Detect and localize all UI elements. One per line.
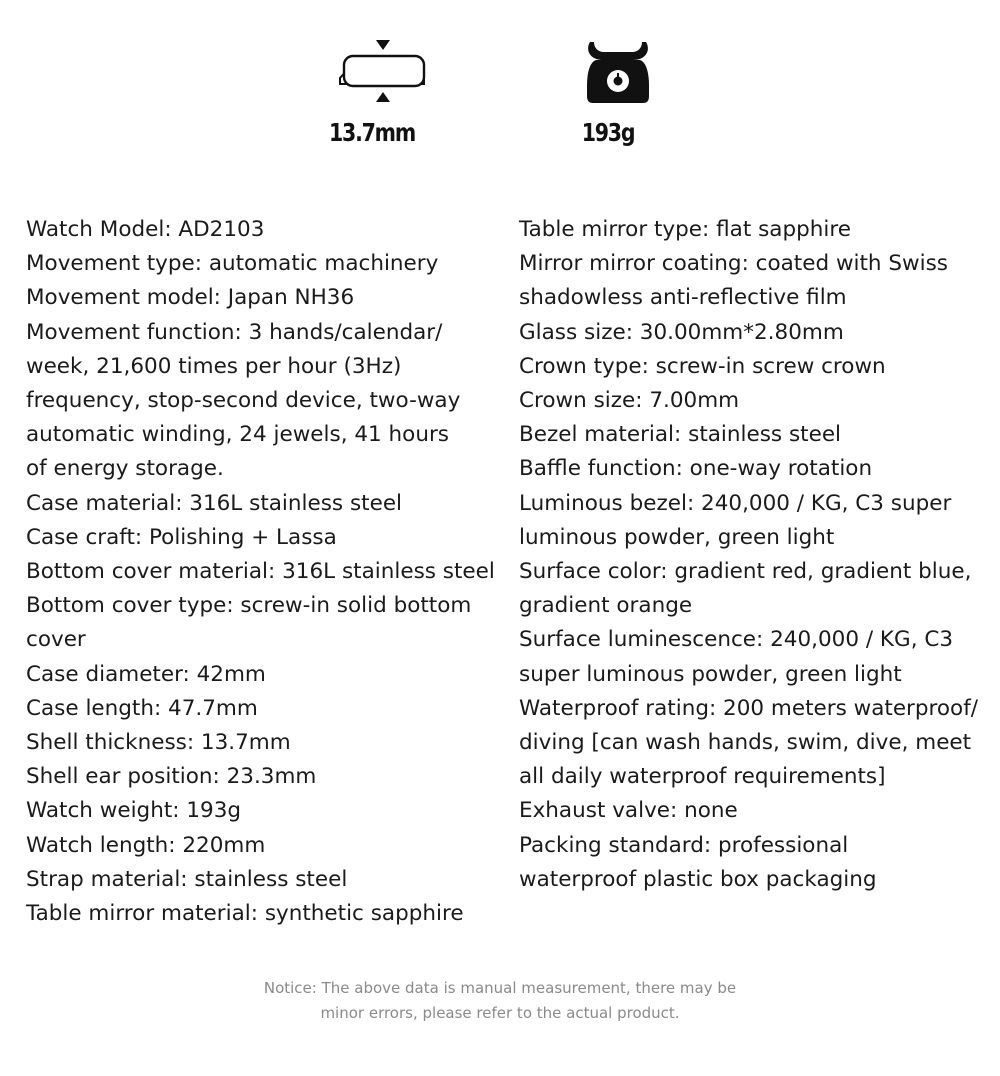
spec-line: gradient orange	[519, 593, 693, 619]
spec-line: Mirror mirror coating: coated with Swiss	[519, 251, 949, 277]
spec-line: Baffle function: one-way rotation	[519, 456, 873, 482]
scale-icon	[548, 38, 668, 104]
spec-line: Exhaust valve: none	[519, 798, 738, 824]
spec-line: Surface luminescence: 240,000 / KG, C3	[519, 627, 954, 653]
spec-line: Bottom cover type: screw-in solid bottom	[26, 593, 472, 619]
spec-line: Watch Model: AD2103	[26, 217, 265, 242]
weight-value: 193g	[581, 118, 635, 147]
spec-line: week, 21,600 times per hour (3Hz)	[26, 353, 402, 379]
spec-column-right	[519, 213, 978, 897]
spec-line: diving [can wash hands, swim, dive, meet	[519, 730, 972, 756]
spec-line: Strap material: stainless steel	[26, 866, 348, 892]
spec-line: Bottom cover material: 316L stainless steel	[26, 559, 495, 585]
thickness-icon	[312, 38, 432, 104]
spec-column-left	[26, 213, 495, 931]
spec-line: automatic winding, 24 jewels, 41 hours	[26, 422, 449, 448]
spec-line: waterproof plastic box packaging	[519, 866, 877, 892]
spec-line: minor errors, please refer to the actual product.	[320, 1004, 680, 1022]
spec-line: Watch weight: 193g	[26, 798, 242, 824]
spec-line: super luminous powder, green light	[519, 661, 902, 687]
spec-line: all daily waterproof requirements]	[519, 764, 886, 790]
spec-line: Shell thickness: 13.7mm	[26, 730, 291, 756]
spec-line: Crown size: 7.00mm	[519, 388, 740, 414]
spec-line: Movement model: Japan NH36	[26, 285, 355, 311]
spec-line: Shell ear position: 23.3mm	[26, 764, 317, 790]
spec-line: Movement type: automatic machinery	[26, 251, 439, 277]
spec-line: luminous powder, green light	[519, 524, 835, 550]
spec-line: Waterproof rating: 200 meters waterproof/	[519, 695, 979, 721]
spec-line: cover	[26, 627, 86, 653]
spec-line: Surface color: gradient red, gradient blue,	[519, 559, 972, 585]
spec-line: Luminous bezel: 240,000 / KG, C3 super	[519, 490, 952, 516]
spec-line: Notice: The above data is manual measurement, there may be	[263, 979, 737, 997]
spec-line: Glass size: 30.00mm*2.80mm	[519, 319, 844, 345]
weight-spec	[538, 38, 678, 147]
notice-text	[0, 976, 1000, 1026]
spec-line: Crown type: screw-in screw crown	[519, 353, 886, 379]
spec-line: Case material: 316L stainless steel	[26, 490, 403, 516]
spec-line: shadowless anti-reflective film	[519, 285, 847, 311]
thickness-spec	[302, 38, 442, 147]
spec-line: Watch length: 220mm	[26, 832, 266, 858]
spec-line: Case craft: Polishing + Lassa	[26, 524, 337, 550]
spec-line: Table mirror material: synthetic sapphire	[26, 901, 464, 927]
spec-line: Case diameter: 42mm	[26, 661, 266, 687]
thickness-value: 13.7mm	[329, 118, 415, 147]
spec-line: Table mirror type: flat sapphire	[519, 217, 851, 242]
spec-line: Movement function: 3 hands/calendar/	[26, 319, 443, 345]
spec-line: Packing standard: professional	[519, 832, 849, 858]
spec-line: Bezel material: stainless steel	[519, 422, 842, 448]
spec-line: frequency, stop-second device, two-way	[26, 388, 461, 414]
spec-line: of energy storage.	[26, 456, 224, 482]
spec-line: Case length: 47.7mm	[26, 695, 258, 721]
